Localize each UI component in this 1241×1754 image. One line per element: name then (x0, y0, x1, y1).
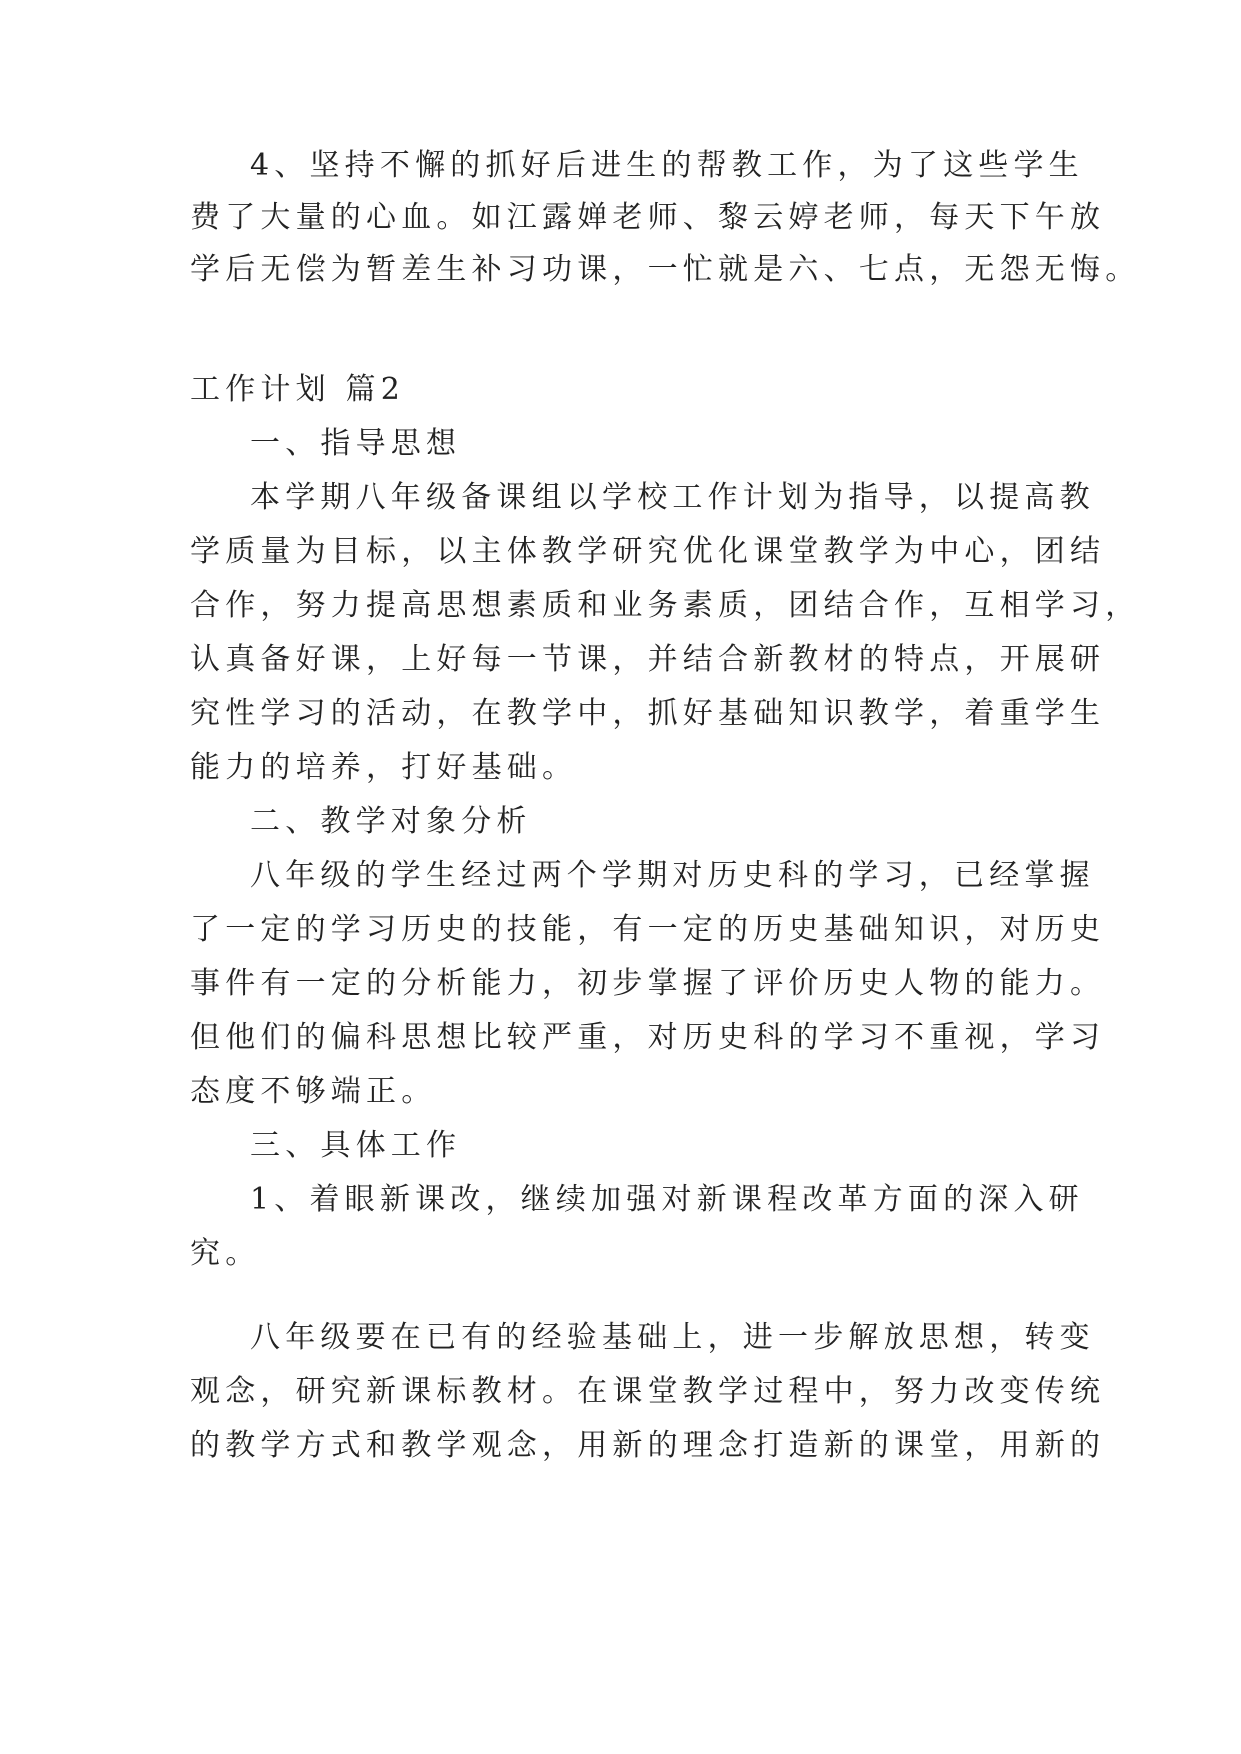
paragraph-line: 了一定的学习历史的技能，有一定的历史基础知识，对历史 (190, 912, 1106, 947)
section-title: 工作计划 篇2 (190, 372, 406, 407)
paragraph-line: 观念，研究新课标教材。在课堂教学过程中，努力改变传统 (190, 1374, 1106, 1409)
paragraph-line: 合作，努力提高思想素质和业务素质，团结合作，互相学习， (190, 588, 1141, 623)
paragraph-line: 学后无偿为暂差生补习功课，一忙就是六、七点，无怨无悔。 (190, 252, 1141, 287)
paragraph-line: 4、坚持不懈的抓好后进生的帮教工作，为了这些学生 (250, 148, 1084, 183)
paragraph-line: 八年级的学生经过两个学期对历史科的学习，已经掌握 (250, 858, 1095, 893)
paragraph-line: 的教学方式和教学观念，用新的理念打造新的课堂，用新的 (190, 1428, 1106, 1463)
paragraph-line: 费了大量的心血。如江露婵老师、黎云婷老师，每天下午放 (190, 200, 1106, 235)
paragraph-line: 究。 (190, 1236, 261, 1271)
section-heading: 三、具体工作 (250, 1128, 462, 1163)
paragraph-line: 但他们的偏科思想比较严重，对历史科的学习不重视，学习 (190, 1020, 1106, 1055)
section-heading: 二、教学对象分析 (250, 804, 532, 839)
paragraph-line: 事件有一定的分析能力，初步掌握了评价历史人物的能力。 (190, 966, 1106, 1001)
section-heading: 一、指导思想 (250, 426, 462, 461)
paragraph-line: 认真备好课，上好每一节课，并结合新教材的特点，开展研 (190, 642, 1106, 677)
paragraph-line: 学质量为目标，以主体教学研究优化课堂教学为中心，团结 (190, 534, 1106, 569)
paragraph-line: 态度不够端正。 (190, 1074, 437, 1109)
paragraph-line: 能力的培养，打好基础。 (190, 750, 578, 785)
paragraph-line: 本学期八年级备课组以学校工作计划为指导，以提高教 (250, 480, 1095, 515)
paragraph-line: 1、着眼新课改，继续加强对新课程改革方面的深入研 (250, 1182, 1084, 1217)
paragraph-line: 八年级要在已有的经验基础上，进一步解放思想，转变 (250, 1320, 1095, 1355)
paragraph-line: 究性学习的活动，在教学中，抓好基础知识教学，着重学生 (190, 696, 1106, 731)
